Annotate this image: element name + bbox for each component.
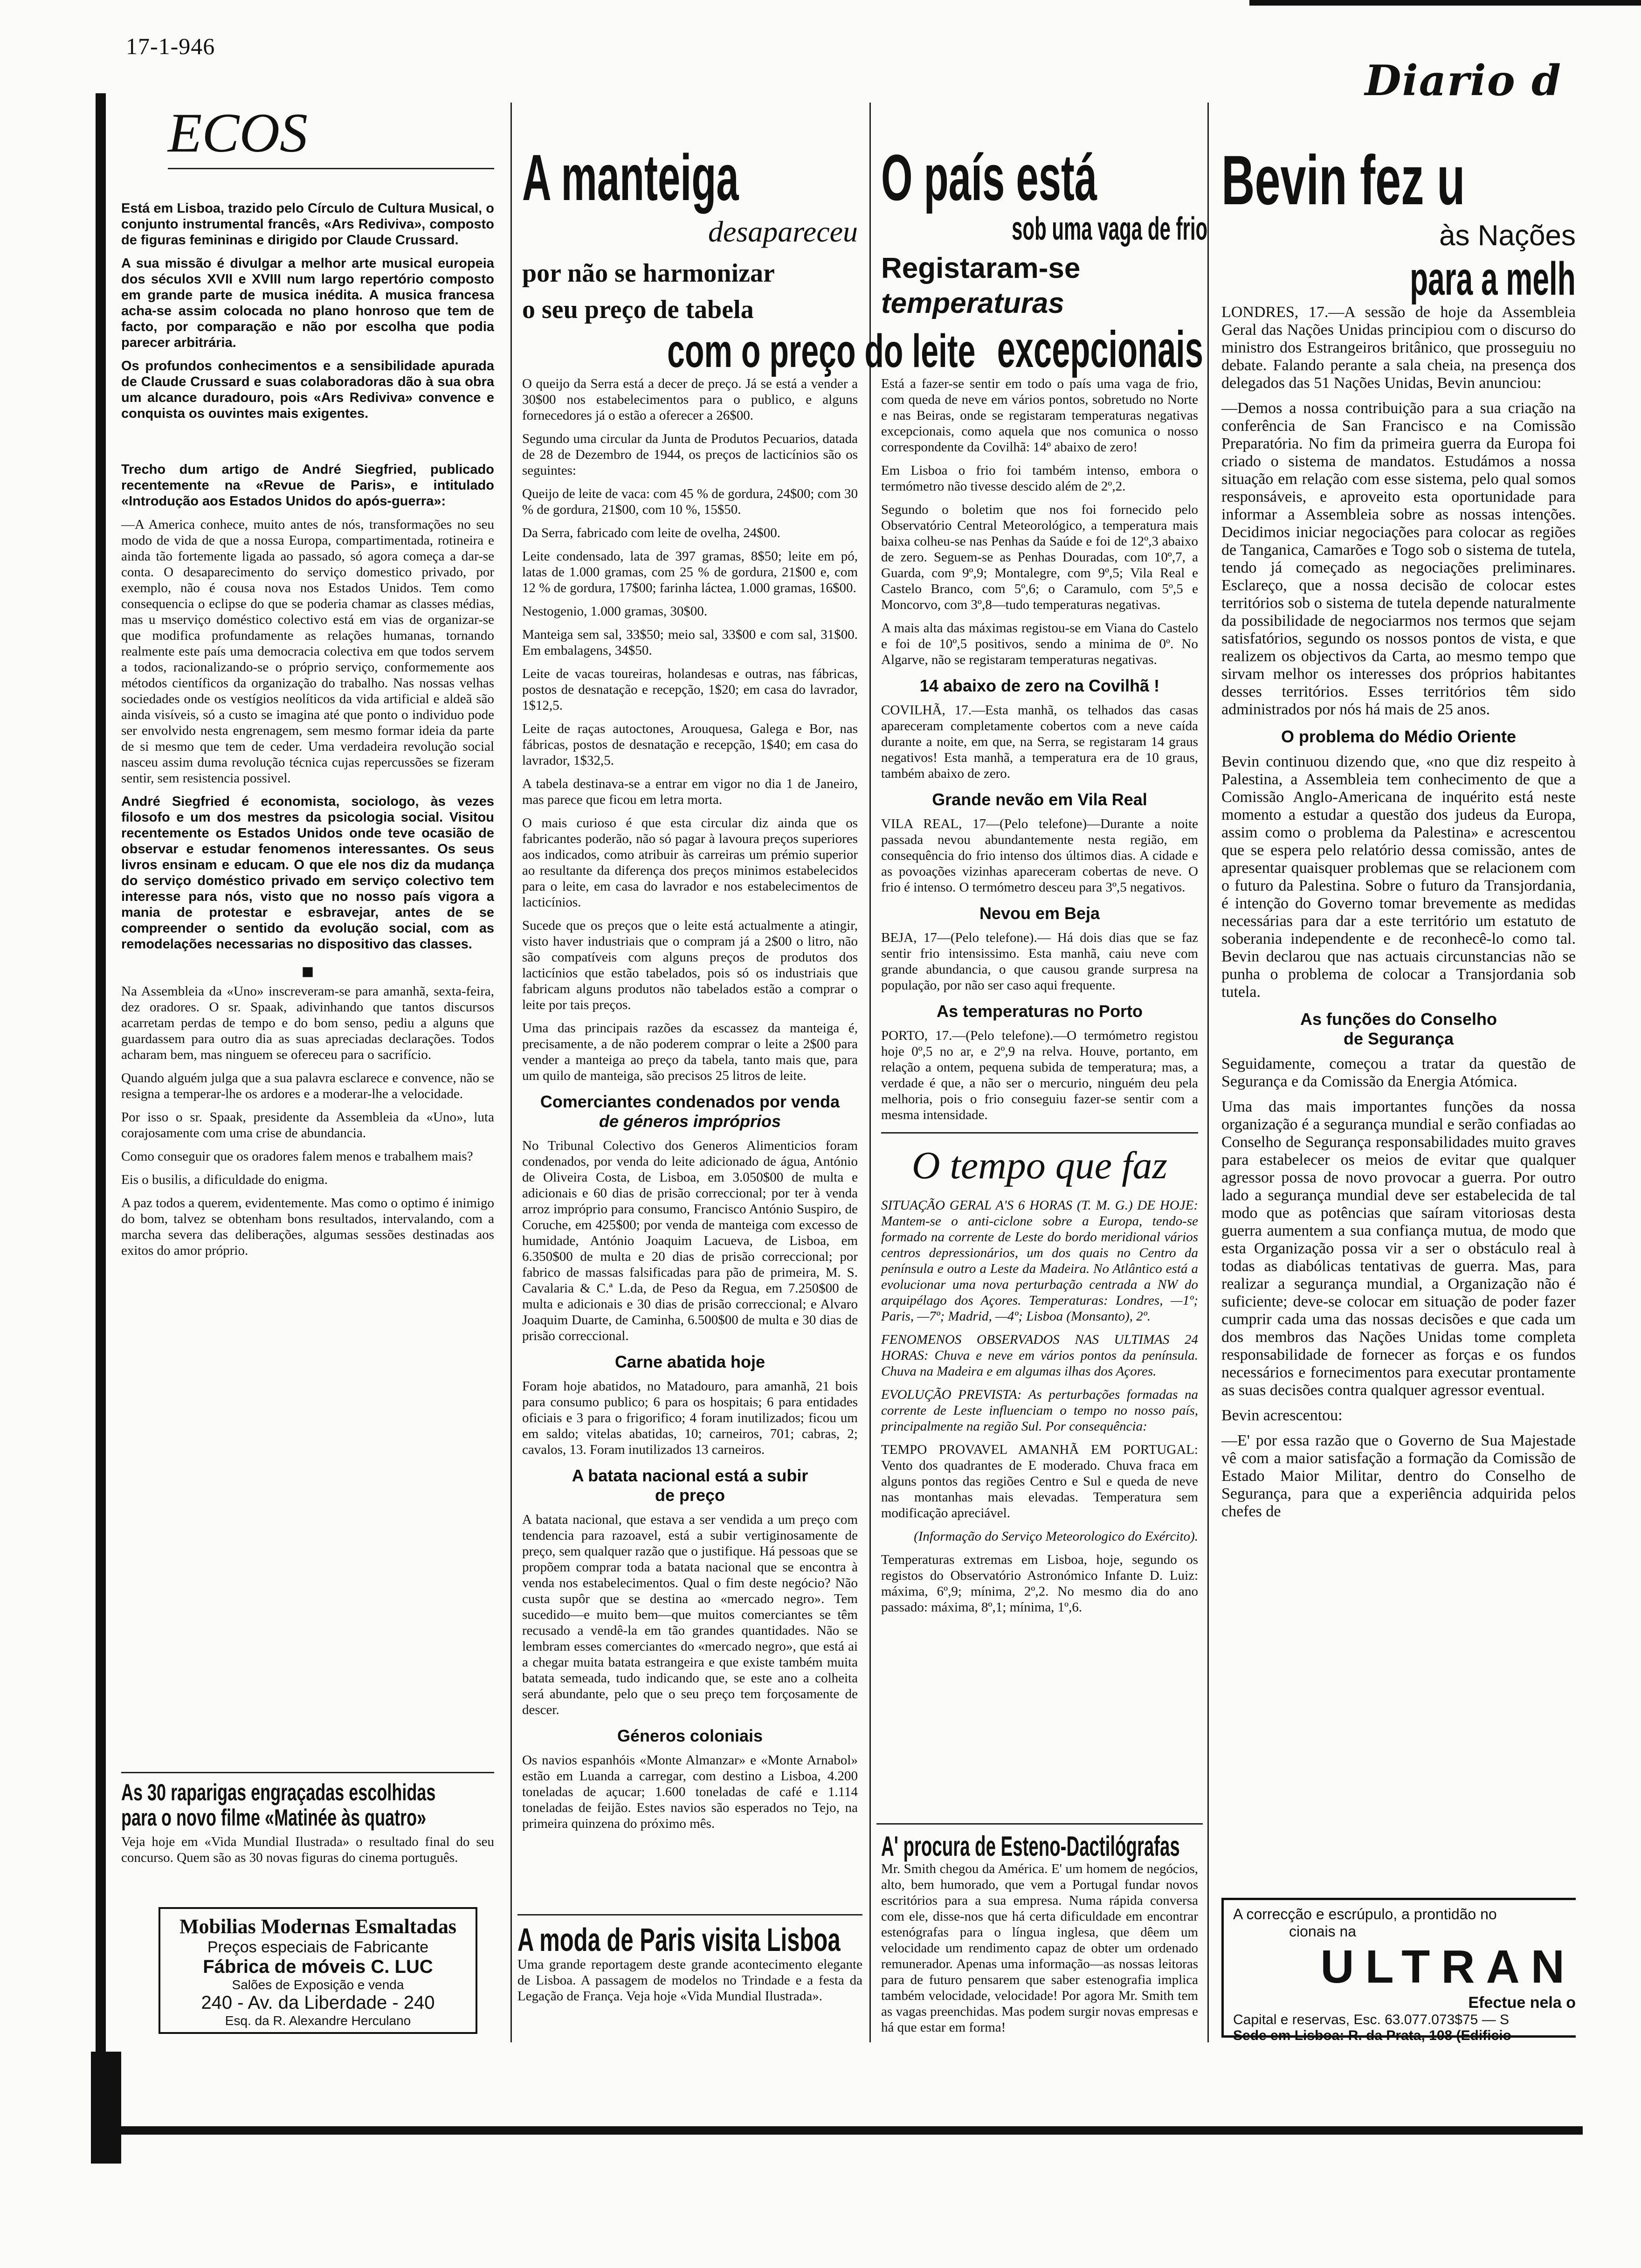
bevin-subhead: para a melh xyxy=(1410,253,1576,305)
article-paragraph: PORTO, 17.—(Pelo telefone).—O termómetro registou hoje 0º,5 no ar, e 2º,9 na relva. Houve, portanto, em relação a ontem, pequena subida de temperatura; mas, a verdade é que, a não ser o mercurio, ninguém deu pela melhoria, pois o frio conseguiu fazer-se sentir com a mesma intensidade. xyxy=(881,1028,1198,1122)
section-rule xyxy=(121,1772,494,1773)
head-line: Comerciantes condenados por venda xyxy=(540,1092,840,1111)
article-paragraph: BEJA, 17—(Pelo telefone).— Há dois dias que se faz sentir frio intensissimo. Esta manhã, caiu neve com grande abundancia, o que causou grande surpresa na população, por não ser caso aqui frequente. xyxy=(881,930,1198,993)
tempo-paragraph: (Informação do Serviço Meteorologico do Exército). xyxy=(914,1529,1198,1544)
tempo-paragraph: FENOMENOS OBSERVADOS NAS ULTIMAS 24 HORAS: Chuva e neve em vários pontos da península. Chuva na Madeira e em algumas ilhas dos Açores. xyxy=(881,1332,1198,1379)
ecos-paragraph: Por isso o sr. Spaak, presidente da Assembleia da «Uno», luta corajosamente com uma crise de abundancia. xyxy=(121,1110,494,1141)
article-paragraph: —E' por essa razão que o Governo de Sua Majestade vê com a maior satisfação a formação da Comissão de Estado Maior Militar, dentro do Conselho de Segurança, para que a experiência adquirida pelos chefes de xyxy=(1221,1432,1576,1520)
article-paragraph: —Demos a nossa contribuição para a sua criação na conferência de San Francisco e na Comissão Preparatória. No fim da primeira guerra da Europa foi criado o sistema de mandatos. Estudámos a nossa situação em relação com esse sistema, pelo qual somos responsáveis, e aproveito esta oportunidade para informar a Assembleia sobre as nossas intenções. Decidimos iniciar negociações para colocar as regiões de Tanganica, Camarões e Togo sob o sistema de tutela, tendo já começado as negociações preliminares. Esclareço, que a nossa decisão de colocar estes territórios sob o sistema de tutela depende naturalmente da possibilidade de negociarmos nos termos que sejam satisfatórios, segundo os nossos pontos de vista, e que realizem os objectivos da Carta, ao mesmo tempo que sirvam melhor os interesses dos próprios habitantes desses territórios. Esses territórios têm sido administrados por nós há mais de 25 anos. xyxy=(1221,400,1576,718)
ecos-paragraph: A sua missão é divulgar a melhor arte musical europeia dos séculos XVII e XVIII num largo repertório composto em grande parte de musica inédita. A musica francesa acha-se assim colocada no plano honroso que tem de facto, por comparação e não por escolha que podia parecer arbitrária. xyxy=(121,256,494,350)
tempo-paragraph: EVOLUÇÃO PREVISTA: As perturbações formadas na corrente de Leste influenciam o tempo no nosso país, principalmente na região Sul. Por consequência: xyxy=(881,1387,1198,1434)
left-margin-bar xyxy=(96,93,106,2112)
manteiga-subhead: com o preço do leite xyxy=(667,325,976,377)
bottom-rule xyxy=(91,2126,1583,2135)
ecos-paragraph: Está em Lisboa, trazido pelo Círculo de Cultura Musical, o conjunto instrumental francês, «Ars Rediviva», composto de figuras femininas e dirigido por Claude Crussard. xyxy=(121,201,494,248)
ad-line: Sede em Lisboa: R. da Prata, 108 (Edificio xyxy=(1233,2028,1511,2043)
ad-line: Fábrica de móveis C. LUC xyxy=(203,1957,433,1977)
bevin-column xyxy=(1221,140,1576,1528)
tempo-paragraph: Temperaturas extremas em Lisboa, hoje, segundo os registos do Observatório Astronómico Infante D. Luiz: máxima, 6º,9; mínima, 2º,2. No mesmo dia do ano passado: máxima, 8º,1; mínima, 1º,6. xyxy=(881,1552,1198,1615)
ad-line: Efectue nela o xyxy=(1468,1994,1576,2012)
pais-headline: O país está xyxy=(881,141,1097,214)
ultra-brand: ULTRAN xyxy=(1320,1941,1576,1993)
comerciantes-head xyxy=(522,1092,858,1131)
ecos-paragraph: Eis o busilis, a dificuldade do enigma. xyxy=(121,1172,328,1187)
article-paragraph: Manteiga sem sal, 33$50; meio sal, 33$00 e com sal, 31$00. Em embalagens, 34$50. xyxy=(522,627,858,658)
carne-head: Carne abatida hoje xyxy=(614,1352,765,1371)
ad-line: Preços especiais de Fabricante xyxy=(207,1938,429,1956)
article-paragraph: A tabela destinava-se a entrar em vigor no dia 1 de Janeiro, mas parece que ficou em letra morta. xyxy=(522,776,858,807)
manteiga-headline: A manteiga xyxy=(522,141,739,214)
bottom-left-block xyxy=(91,2052,121,2164)
column-rule xyxy=(510,103,512,2042)
raparigas-headline-1: As 30 raparigas engraçadas escolhidas xyxy=(121,1779,436,1805)
article-paragraph: Segundo uma circular da Junta de Produtos Pecuarios, datada de 28 de Dezembro de 1944, os preços de lacticínios são os seguintes: xyxy=(522,431,858,478)
tempo-title: O tempo que faz xyxy=(911,1144,1168,1187)
article-paragraph: Sucede que os preços que o leite está actualmente a atingir, visto haver industriais que o compram já a 2$00 o litro, não são compatíveis com alguns preços de produtos dos lacticínios que estão tabelados, pois só os industriais que fabricam alguns produtos não tabelados estão a comprar o leite por tais preços. xyxy=(522,918,858,1012)
ad-line: A correcção e escrúpulo, a prontidão no xyxy=(1233,1906,1497,1922)
ad-line: cionais na xyxy=(1289,1923,1357,1940)
estenos-headline: A' procura de Esteno-Dactilógrafas xyxy=(881,1831,1180,1862)
article-paragraph: No Tribunal Colectivo dos Generos Alimenticios foram condenados, por venda do leite adicionado de água, António de Oliveira Costa, de Lisboa, em 3.050$00 de multa e adicionais e 60 dias de prisão correccional; por ter à venda arroz impróprio para consumo, Francisco António Suspiro, de Coruche, em 425$00; por venda de manteiga com excesso de humidade, António Joaquim Lacueva, de Lisboa, em 6.350$00 de multa e 20 dias de prisão correccional; por fabrico de massas falsificadas para pão de primeira, M. S. Cavalaria & C.ª L.da, de Peso da Regua, em 7.250$00 de multa e adicionais e 30 dias de prisão correccional; e Alvaro Joaquim Duarte, de Caminha, 6.500$00 de multa e 30 dias de prisão correccional. xyxy=(522,1138,858,1343)
estenos-text: Mr. Smith chegou da América. E' um homem de negócios, alto, bem humorado, que vem a Portugal fundar novos escritórios para a sua empresa. Numa rápida conversa com ele, disse-nos que há certa dificuldade em encontrar estenógrafas para o língua inglesa, que dêem um velocidade um rendimento capaz de obter um ordenado remunerador. Apenas uma informação—as nossas leitoras para de futuro pensarem que saber estenografia implica também velocidade, velocidade! Por agora Mr. Smith tem as vagas preenchidas. Mas podem surgir novas empresas e há que estar em forma! xyxy=(881,1861,1198,2035)
covilha-head: 14 abaixo de zero na Covilhã ! xyxy=(919,676,1160,695)
moda-box xyxy=(517,1921,862,2012)
ecos-paragraph: Quando alguém julga que a sua palavra esclarece e convence, não se resigna a temperar-lhe os ardores e a moderar-lhe a velocidade. xyxy=(121,1071,494,1101)
pais-subhead: excepcionais xyxy=(997,321,1203,378)
page-date: 17-1-946 xyxy=(126,33,215,59)
ecos-paragraph: A paz todos a querem, evidentemente. Mas como o optimo é inimigo do bom, talvez se obtenham bons resultados, intervalando, com a marcha severa das deliberações, algumas sessões destinadas aos exitos do amor próprio. xyxy=(121,1196,494,1258)
tempo-paragraph: SITUAÇÃO GERAL A'S 6 HORAS (T. M. G.) DE HOJE: Mantem-se o anti-ciclone sobre a Europa, tendo-se formado na corrente de Leste do bordo meridional vários centros depressionários, um dos quais no Centro da península e outro a Leste da Madeira. No Atlântico está a evolucionar uma nova perturbação centrada a NW do arquipélago dos Açores. Temperaturas: Londres, —1º; Paris, —7º; Madrid, —4º; Lisboa (Monsanto), 2º. xyxy=(881,1198,1198,1324)
ecos-paragraph: Trecho dum artigo de André Siegfried, publicado recentemente na «Revue de Paris», e intitulado «Introdução aos Estados Unidos do após-guerra»: xyxy=(121,462,494,509)
head-line: de Segurança xyxy=(1343,1029,1454,1048)
porto-head: As temperaturas no Porto xyxy=(936,1002,1143,1021)
section-rule xyxy=(876,1823,1203,1825)
bevin-subhead: às Nações xyxy=(1439,220,1576,252)
separator-ornament: ■ xyxy=(301,960,314,983)
article-paragraph: O queijo da Serra está a decer de preço. Já se está a vender a 30$00 nos estabelecimentos para o publico, e alguns fornecedores já o estão a oferecer a 26$00. xyxy=(522,376,858,423)
ad-line: Mobilias Modernas Esmaltadas xyxy=(179,1915,457,1938)
coloniais-head: Géneros coloniais xyxy=(617,1726,763,1745)
medio-oriente-head: O problema do Médio Oriente xyxy=(1281,727,1517,746)
pais-subhead: Registaram-se xyxy=(881,252,1081,284)
head-line: A batata nacional está a subir xyxy=(572,1466,808,1485)
masthead: Diario d xyxy=(1365,56,1562,105)
pais-column xyxy=(881,140,1208,1623)
ecos-paragraph: —A America conhece, muito antes de nós, transformações no seu modo de vida de que a nossa Europa, compartimentada, rotineira e ainda tão fortemente ligada ao passado, só agora começa a dar-se conta. O desaparecimento do serviço domestico privado, por exemplo, não é cousa nova nos Estados Unidos. Tem como consequencia o eclipse do que se poderia chamar as classes médias, mas u mserviço doméstico colectivo está em vias de organizar-se que modifica profundamente as relações humanas, tornando realmente este país uma democracia colectiva em que todos servem a todos, racionalizando-se o próprio serviço, conformemente aos métodos científicos da organização do trabalho. Nas nossas velhas sociedades onde os vestígios neolíticos da vida artificial e aldeã são ainda visíveis, só a custo se imagina até que ponto o individuo pode ser envolvido nesta engrenagem, sem mesmo formar ideia da parte de si mesmo que tem de ceder. Uma verdadeira revolução social nasceu assim duma revolução técnica cujas repercussões se fizeram sentir, sem resistencia possivel. xyxy=(121,517,494,786)
raparigas-headline-2: para o novo filme «Matinée às quatro» xyxy=(121,1805,427,1831)
article-paragraph: Em Lisboa o frio foi também intenso, embora o termómetro não tivesse descido além de 2º,2. xyxy=(881,463,1198,494)
article-paragraph: Queijo de leite de vaca: com 45 % de gordura, 24$00; com 30 % de gordura, 21$00, com 10 %, 15$50. xyxy=(522,486,858,517)
ecos-paragraph: Como conseguir que os oradores falem menos e trabalhem mais? xyxy=(121,1149,473,1164)
ecos-paragraph: André Siegfried é economista, sociologo, às vezes filosofo e um dos mestres da psicologia social. Visitou recentemente os Estados Unidos onde teve ocasião de observar e estudar fenomenos interessantes. Os seus livros ensinam e educam. O que ele nos diz da mudança do serviço doméstico privado em serviço colectivo tem interesse para nós, visto que no nosso país vigora a mania de protestar e esbravejar, antes de se compreender o sentido da evolução social, com as remodelações necessarias no dispositivo das classes. xyxy=(121,794,494,952)
column-rule xyxy=(869,103,871,2042)
article-paragraph: Segundo o boletim que nos foi fornecido pelo Observatório Central Meteorológico, a temperatura mais baixa colheu-se nas Penhas da Saúde e foi de 12º,3 abaixo de zero. Seguem-se as Penhas Douradas, com 10º,7, a Guarda, com 9º,9; Montalegre, com 9º,5; Vila Real e Castelo Branco, com 5º,6; o Caramulo, com 5º,5 e Moncorvo, com 3º,8—tudo temperaturas negativas. xyxy=(881,502,1198,612)
ecos-column xyxy=(121,103,494,1266)
tempo-paragraph: TEMPO PROVAVEL AMANHÃ EM PORTUGAL: Vento dos quadrantes de E moderado. Chuva fraca em alguns pontos das regiões Centro e Sul e queda de neve nas montanhas mais elevadas. Temperatura sem modificação apreciável. xyxy=(881,1442,1198,1521)
manteiga-subhead: o seu preço de tabela xyxy=(522,295,754,324)
pais-subhead: temperaturas xyxy=(881,287,1064,319)
funcoes-head xyxy=(1221,1010,1576,1049)
estenos-box xyxy=(881,1830,1198,2043)
article-paragraph: COVILHÃ, 17.—Esta manhã, os telhados das casas apareceram completamente cobertos com a neve caída durante a noite, em que, na Serra, se registaram 14 graus negativos! Esta manhã, a temperatura era de 10 graus, também abaixo de zero. xyxy=(881,703,1198,781)
article-paragraph: Uma das mais importantes funções da nossa organização é a segurança mundial e serão confiadas ao Conselho de Segurança responsabilidades muito graves para estabelecer os meios de evitar que qualquer agressor possa de novo provocar a guerra. Por outro lado a segurança mundial deve ser estabelecida de tal modo que as potências que saíram vitoriosas desta guerra aumentem a sua confiança mutua, de modo que esta Organização possa vir a ser o obstáculo real à todas as diabólicas tentativas de guerra. Mas, para realizar a segurança mundial, a Organização não é suficiente; deve-se colocar em situação de poder fazer cumprir cada uma das nossas decisões e que cada um dos membros das Nações Unidas tome completa responsabilidade de fornecer as forças e os fundos necessários e fornecimentos para executar prontamente as suas decisões contra qualquer agressor eventual. xyxy=(1221,1098,1576,1399)
pais-subhead: sob uma vaga de frio xyxy=(1012,210,1208,247)
article-paragraph: Os navios espanhóis «Monte Almanzar» e «Monte Arnabol» estão em Luanda a carregar, com destino a Lisboa, 4.200 toneladas de açucar; 1.600 toneladas de café e 1.114 toneladas de feijão. Estes navios são esperados no Tejo, na primeira quinzena do próximo mês. xyxy=(522,1753,858,1831)
raparigas-box xyxy=(121,1779,494,1873)
head-line: de géneros impróprios xyxy=(599,1112,781,1131)
article-paragraph: VILA REAL, 17—(Pelo telefone)—Durante a noite passada nevou abundantemente nesta região, em consequência do frio intenso dos últimos dias. A cidade e as povoações vizinhas apareceram cobertas de neve. O frio é intenso. O termómetro desceu para 3º,5 negativos. xyxy=(881,816,1198,895)
section-rule xyxy=(517,1914,862,1915)
ad-line: Capital e reservas, Esc. 63.077.073$75 — S xyxy=(1233,2012,1510,2027)
ad-line: Esq. da R. Alexandre Herculano xyxy=(225,2013,411,2028)
article-paragraph: Foram hoje abatidos, no Matadouro, para amanhã, 21 bois para consumo publico; 6 para os hospitais; 6 para entidades oficiais e 3 para o frigorifico; 4 foram inutilizados; ficou um em saldo; vitelas abatidas, 10; carneiros, 701; cabras, 2; cavalos, 13. Foram inutilizados 13 carneiros. xyxy=(522,1379,858,1457)
article-paragraph: Bevin acrescentou: xyxy=(1221,1407,1343,1424)
article-paragraph: Leite de raças autoctones, Arouquesa, Galega e Bor, nas fábricas, postos de desnatação e recepção, 1$40; em casa do lavrador, 1$32,5. xyxy=(522,721,858,768)
article-paragraph: Nestogenio, 1.000 gramas, 30$00. xyxy=(522,604,708,619)
article-paragraph: Uma das principais razões da escassez da manteiga é, precisamente, a de não poderem comprar o leite a 2$00 para vender a manteiga ao preço da tabela, tanto mais que, para um quilo de manteiga, são precisos 25 litros de leite. xyxy=(522,1021,858,1083)
article-paragraph: O mais curioso é que esta circular diz ainda que os fabricantes poderão, não só pagar à lavoura preços superiores aos indicados, como atribuir às carreiras um prémio superior ao resultante da diferença dos preços minimos estabelecidos para o leite, em casa do lavrador e nos estabelecimentos de lacticínios. xyxy=(522,816,858,910)
ecos-paragraph: Os profundos conhecimentos e a sensibilidade apurada de Claude Crussard e suas colaboradoras dão à sua obra um alcance duradouro, pois «Ars Rediviva» convence e conquista os ouvintes mais exigentes. xyxy=(121,359,494,421)
article-paragraph: LONDRES, 17.—A sessão de hoje da Assembleia Geral das Nações Unidas principiou com o discurso do ministro dos Estrangeiros britânico, que prosseguiu no debate. Falando perante a sala cheia, na presença dos delegados das 51 Nações Unidas, Bevin anunciou: xyxy=(1221,304,1576,392)
article-paragraph: Da Serra, fabricado com leite de ovelha, 24$00. xyxy=(522,526,781,540)
manteiga-subhead: por não se harmonizar xyxy=(522,259,775,288)
article-paragraph: Está a fazer-se sentir em todo o país uma vaga de frio, com queda de neve em vários pontos, sobretudo no Norte e nas Beiras, onde se registaram temperaturas negativas excepcionais, como aquela que nos comunica o nosso correspondente da Covilhã: 14º abaixo de zero! xyxy=(881,376,1198,455)
article-paragraph: Leite de vacas toureiras, holandesas e outras, nas fábricas, postos de desnatação e recepção, 1$20; em casa do lavrador, 1$12,5. xyxy=(522,666,858,713)
column-rule xyxy=(1207,103,1209,2042)
article-paragraph: A mais alta das máximas registou-se em Viana do Castelo e foi de 10º,5 positivos, sendo a minima de 0º. No Algarve, não se registaram temperaturas negativas. xyxy=(881,621,1198,667)
raparigas-text: Veja hoje em «Vida Mundial Ilustrada» o resultado final do seu concurso. Quem são as 30 novas figuras do cinema português. xyxy=(121,1834,494,1865)
head-line: As funções do Conselho xyxy=(1300,1010,1497,1029)
top-rule xyxy=(1249,0,1641,6)
moda-headline: A moda de Paris visita Lisboa xyxy=(517,1922,841,1958)
batata-head xyxy=(522,1466,858,1505)
title-underline xyxy=(168,168,494,169)
article-paragraph: Bevin continuou dizendo que, «no que diz respeito à Palestina, a Assembleia tem conhecimento de que a Comissão Anglo-Americana de inquérito está neste momento a estudar a questão dos judeus da Europa, assim como o problema da Palestina» e acrescentou que se espera pelo relatório dessa comissão, antes de apresentar quaisquer problemas que se relacionem com o futuro da Palestina. Sobre o futuro da Transjordania, é intenção do Governo tomar brevemente as medidas necessárias para dar a este território um estatuto de soberania independente e de reconhecê-lo como tal. Bevin declarou que nas actuais circunstancias não se punha o problema de colocar a Transjordania sob tutela. xyxy=(1221,753,1576,1001)
ecos-title: ECOS xyxy=(168,102,308,164)
ultra-ad xyxy=(1221,1898,1576,2043)
beja-head: Nevou em Beja xyxy=(979,904,1100,923)
article-paragraph: A batata nacional, que estava a ser vendida a um preço com tendencia para razoavel, está a subir vertiginosamente de preço, sem qualquer razão que o justifique. Há pessoas que se propõem comprar toda a batata nacional que se encontra à venda nos estabelecimentos. Qual o fim deste negócio? Não custa supôr que se destina ao «mercado negro». Tem sucedido—e muito bem—que muitos comerciantes se têm recusado a vendê-la em tão grandes quantidades. Não se lembram esses comerciantes do «mercado negro», que está ai a chegar muita batata estrangeira e que existe também muita batata semeada, tudo indicando que, se este ano a colheita será abundante, pelo que o seu preço tem forçosamente de descer. xyxy=(522,1512,858,1717)
mobilias-ad xyxy=(159,1907,477,2034)
ad-line: 240 - Av. da Liberdade - 240 xyxy=(201,1992,435,2013)
vila-real-head: Grande nevão em Vila Real xyxy=(932,790,1147,809)
ecos-paragraph: Na Assembleia da «Uno» inscreveram-se para amanhã, sexta-feira, dez oradores. O sr. Spaak, adivinhando que tantos discursos acarretam perdas de tempo e do bom senso, pediu a alguns que guardassem para outro dia as suas apreciadas declarações. Todos acharam bem, mas ninguem se ofereceu para o sacrifício. xyxy=(121,984,494,1062)
head-line: de preço xyxy=(655,1486,725,1505)
section-rule xyxy=(881,1132,1198,1134)
ad-line: Salões de Exposição e venda xyxy=(232,1978,404,1992)
moda-text: Uma grande reportagem deste grande acontecimento elegante de Lisboa. A passagem de modelos no Trindade e a festa da Legação de França. Veja hoje «Vida Mundial Ilustrada». xyxy=(517,1957,862,2004)
manteiga-subhead: desapareceu xyxy=(708,215,858,248)
article-paragraph: Leite condensado, lata de 397 gramas, 8$50; leite em pó, latas de 1.000 gramas, com 25 % de gordura, 21$00 e, com 12 % de gordura, 17$00; farinha láctea, 1.000 gramas, 16$00. xyxy=(522,549,858,595)
article-paragraph: Seguidamente, começou a tratar da questão de Segurança e da Comissão da Energia Atómica. xyxy=(1221,1055,1576,1090)
bevin-headline: Bevin fez u xyxy=(1221,141,1465,219)
